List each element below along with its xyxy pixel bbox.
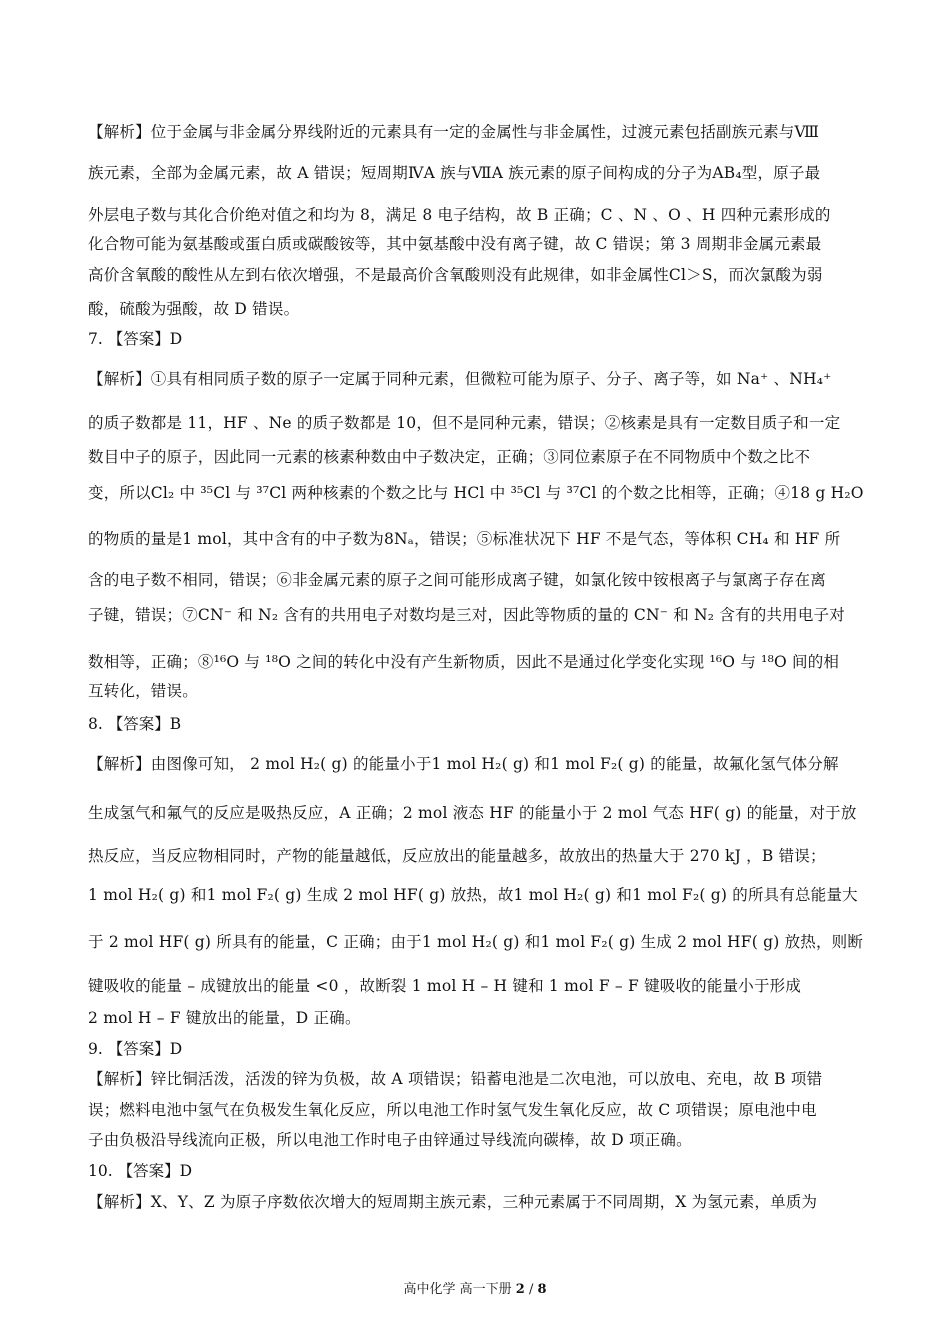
q7-answer: 7. 【答案】D bbox=[88, 330, 183, 348]
q10-line-1: 【解析】X、Y、Z 为原子序数依次增大的短周期主族元素，三种元素属于不同周期，X 为氢元素，单质为 bbox=[88, 1193, 818, 1211]
q6-line-4: 化合物可能为氨基酸或蛋白质或碳酸铵等，其中氨基酸中没有离子键，故 C 错误；第 3 周期非金属元素最 bbox=[88, 235, 822, 253]
q6-line-3: 外层电子数与其化合价绝对值之和均为 8，满足 8 电子结构，故 B 正确；C 、N 、O 、H 四种元素形成的 bbox=[88, 206, 831, 224]
q9-line-2: 误；燃料电池中氢气在负极发生氧化反应，所以电池工作时氢气发生氧化反应，故 C 项错误；原电池中电 bbox=[88, 1101, 817, 1119]
q8-line-2: 生成氢气和氟气的反应是吸热反应，A 正确；2 mol 液态 HF 的能量小于 2 mol 气态 HF( g) 的能量，对于放 bbox=[88, 804, 857, 822]
page-footer bbox=[0, 1278, 950, 1297]
footer-page-total: 8 bbox=[537, 1282, 547, 1297]
q8-line-6: 键吸收的能量 – 成键放出的能量 <0 ，故断裂 1 mol H – H 键和 1 mol F – F 键吸收的能量小于形成 bbox=[88, 977, 802, 995]
q8-line-3: 热反应，当反应物相同时，产物的能量越低，反应放出的能量越多，故放出的热量大于 270 kJ ，B 错误； bbox=[88, 847, 826, 865]
q6-line-5: 高价含氧酸的酸性从左到右依次增强，不是最高价含氧酸则没有此规律，如非金属性Cl＞S，而次氯酸为弱 bbox=[88, 266, 823, 284]
q7-line-7: 子键，错误；⑦CN⁻ 和 N₂ 含有的共用电子对数均是三对，因此等物质的量的 CN⁻ 和 N₂ 含有的共用电子对 bbox=[88, 606, 845, 624]
footer-page-number: 2 bbox=[515, 1282, 525, 1297]
q7-line-8: 数相等，正确；⑧¹⁶O 与 ¹⁸O 之间的转化中没有产生新物质，因此不是通过化学变化实现 ¹⁶O 与 ¹⁸O 间的相 bbox=[88, 653, 840, 671]
q10-answer: 10. 【答案】D bbox=[88, 1162, 193, 1180]
q7-line-5: 的物质的量是1 mol，其中含有的中子数为8Nₐ，错误；⑤标准状况下 HF 不是气态，等体积 CH₄ 和 HF 所 bbox=[88, 530, 841, 548]
footer-title: 高中化学 高一下册 bbox=[403, 1282, 512, 1297]
q8-line-7: 2 mol H – F 键放出的能量，D 正确。 bbox=[88, 1009, 361, 1027]
q8-line-5: 于 2 mol HF( g) 所具有的能量，C 正确；由于1 mol H₂( g) 和1 mol F₂( g) 生成 2 mol HF( g) 放热，则断 bbox=[88, 933, 864, 951]
q8-line-4: 1 mol H₂( g) 和1 mol F₂( g) 生成 2 mol HF( g) 放热，故1 mol H₂( g) 和1 mol F₂( g) 的所具有总能量大 bbox=[88, 886, 858, 904]
q7-line-4: 变，所以Cl₂ 中 ³⁵Cl 与 ³⁷Cl 两种核素的个数之比与 HCl 中 ³⁵Cl 与 ³⁷Cl 的个数之比相等，正确；④18 g H₂O bbox=[88, 484, 864, 502]
q7-line-3: 数目中子的原子，因此同一元素的核素种数由中子数决定，正确；③同位素原子在不同物质中个数之比不 bbox=[88, 448, 811, 466]
q7-line-1: 【解析】①具有相同质子数的原子一定属于同种元素，但微粒可能为原子、分子、离子等，如 Na⁺ 、NH₄⁺ bbox=[88, 370, 832, 388]
q7-line-2: 的质子数都是 11，HF 、Ne 的质子数都是 10，但不是同种元素，错误；②核素是具有一定数目质子和一定 bbox=[88, 414, 841, 432]
q9-line-1: 【解析】锌比铜活泼，活泼的锌为负极，故 A 项错误；铅蓄电池是二次电池，可以放电、充电，故 B 项错 bbox=[88, 1070, 823, 1088]
q7-line-9: 互转化，错误。 bbox=[88, 682, 198, 700]
q9-answer: 9. 【答案】D bbox=[88, 1040, 183, 1058]
q6-line-2: 族元素，全部为金属元素，故 A 错误；短周期ⅣA 族与ⅦA 族元素的原子间构成的分子为AB₄型，原子最 bbox=[88, 164, 821, 182]
q8-line-1: 【解析】由图像可知， 2 mol H₂( g) 的能量小于1 mol H₂( g) 和1 mol F₂( g) 的能量，故氟化氢气体分解 bbox=[88, 755, 839, 773]
q7-line-6: 含的电子数不相同，错误；⑥非金属元素的原子之间可能形成离子键，如氯化铵中铵根离子与氯离子存在离 bbox=[88, 571, 826, 589]
q9-line-3: 子由负极沿导线流向正极，所以电池工作时电子由锌通过导线流向碳棒，故 D 项正确。 bbox=[88, 1131, 692, 1149]
q6-line-1: 【解析】位于金属与非金属分界线附近的元素具有一定的金属性与非金属性，过渡元素包括副族元素与Ⅷ bbox=[88, 123, 820, 141]
footer-separator: / bbox=[524, 1282, 538, 1297]
q8-answer: 8. 【答案】B bbox=[88, 715, 182, 733]
q6-line-6: 酸，硫酸为强酸，故 D 错误。 bbox=[88, 300, 300, 318]
